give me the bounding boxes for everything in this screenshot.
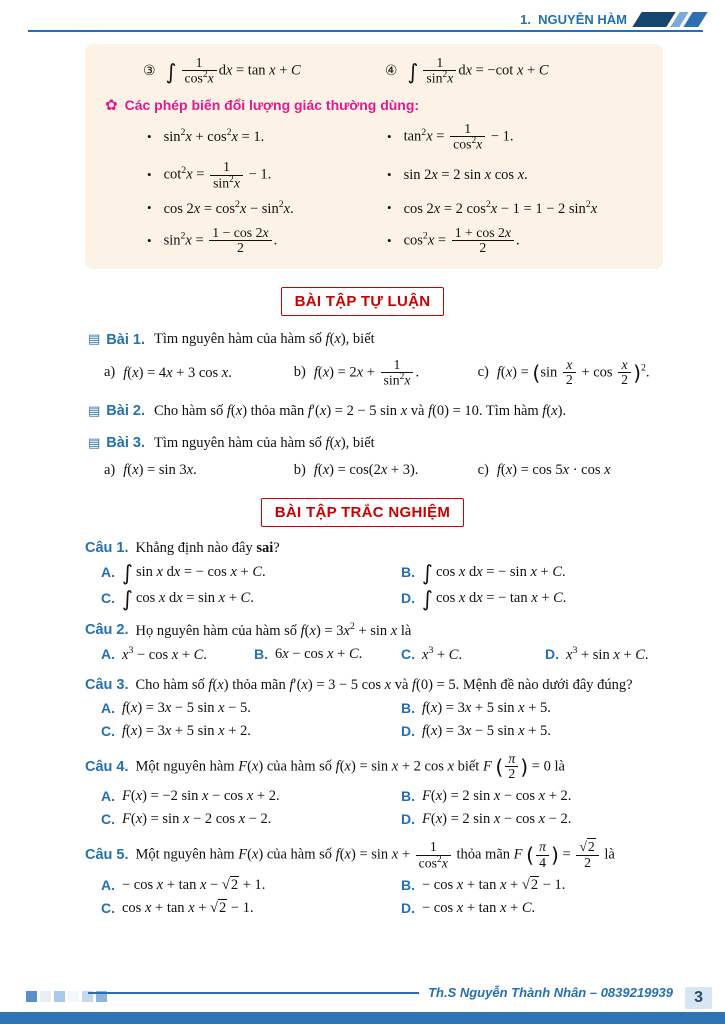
question-cau-4 bbox=[85, 752, 701, 828]
identity-list bbox=[105, 122, 647, 256]
part-tag: a) bbox=[104, 364, 116, 381]
book-icon: ▤ bbox=[88, 332, 101, 348]
option-letter: B. bbox=[401, 699, 415, 716]
deco-square bbox=[26, 991, 37, 1002]
identity-formula: • $\cos^2x$ = $\frac{1 + \cos 2x}{2}$ . bbox=[403, 224, 520, 256]
header-row bbox=[28, 12, 703, 27]
theory-formula-row bbox=[105, 56, 647, 87]
option-letter: A. bbox=[101, 564, 115, 581]
question-stem: Một nguyên hàm F(x) của hàm số f(x) = sin x + $\frac{1}{\cos^2x}$ thỏa mãn F ( $\frac{\pi}{4}$ ) = $\frac{√2}{2}$ là bbox=[135, 839, 615, 871]
answer-option-b bbox=[401, 787, 701, 805]
theory-box bbox=[85, 44, 663, 269]
formula-marker: ③ bbox=[143, 63, 156, 80]
footer-line bbox=[88, 992, 419, 994]
part-tag: c) bbox=[477, 461, 489, 478]
part-formula: f(x) = cos 5x · cos x bbox=[496, 462, 611, 479]
footer-author: Th.S Nguyễn Thành Nhân – 0839219939 bbox=[428, 985, 673, 1000]
part-c bbox=[478, 461, 697, 479]
question-stem: Họ nguyên hàm của hàm số $f(x) = 3x^2 + \sin x$ là bbox=[135, 620, 412, 639]
question-head bbox=[85, 621, 701, 640]
answer-option-a bbox=[101, 645, 254, 664]
part-b bbox=[294, 461, 478, 479]
option-text: f(x) = 3x − 5 sin x − 5. bbox=[122, 699, 251, 716]
option-text: F(x) = 2 sin x − cos x + 2. bbox=[422, 787, 572, 804]
answer-option-b bbox=[401, 699, 701, 717]
answer-option-b bbox=[401, 559, 701, 585]
question-cau-2 bbox=[85, 621, 701, 664]
option-letter: D. bbox=[401, 590, 415, 607]
options-grid bbox=[101, 645, 701, 664]
problem-head bbox=[88, 330, 697, 348]
part-formula: f(x) = sin 3x. bbox=[123, 462, 197, 479]
page-header bbox=[0, 0, 725, 32]
option-text: f(x) = 3x + 5 sin x + 2. bbox=[122, 722, 251, 739]
answer-option-c bbox=[101, 585, 401, 611]
option-letter: C. bbox=[101, 722, 115, 739]
problem-parts bbox=[104, 461, 697, 479]
option-text: $x^3 + C$. bbox=[422, 644, 463, 663]
option-text: $x^3 - \cos x + C$. bbox=[122, 644, 207, 663]
option-text: ∫ cos x dx = sin x + C. bbox=[122, 585, 254, 611]
question-stem: Khẳng định nào đây sai? bbox=[135, 539, 280, 556]
flower-icon: ✿ bbox=[105, 95, 118, 114]
identity-formula: • $\cot^2x$ = $\frac{1}{\sin^2x}$ − 1. bbox=[163, 159, 272, 191]
part-tag: b) bbox=[293, 461, 306, 478]
header-rule bbox=[28, 30, 703, 32]
answer-option-d bbox=[401, 899, 701, 917]
option-letter: C. bbox=[401, 646, 415, 663]
problem-intro: Cho hàm số f(x) thỏa mãn f′(x) = 2 − 5 sin x và f(0) = 10. Tìm hàm f(x). bbox=[153, 403, 567, 420]
option-letter: C. bbox=[101, 590, 115, 607]
answer-option-d bbox=[401, 585, 701, 611]
identity-item bbox=[387, 160, 647, 191]
question-label: Câu 1. bbox=[85, 539, 129, 556]
identity-formula: • $\sin^2x + \cos^2x = 1$. bbox=[163, 127, 265, 146]
identity-formula: • $\tan^2x$ = $\frac{1}{\cos^2x}$ − 1. bbox=[403, 120, 514, 152]
answer-option-a bbox=[101, 559, 401, 585]
deco-stripe bbox=[632, 12, 675, 27]
section-title-quiz: BÀI TẬP TRẮC NGHIỆM bbox=[261, 498, 464, 527]
option-text: cos x + tan x + √2 − 1. bbox=[122, 899, 254, 916]
identity-item bbox=[387, 199, 647, 218]
option-text: 6x − cos x + C. bbox=[275, 646, 363, 663]
formula-4: ∫ $\frac{1}{\sin^2x}$ dx = −cot x + C bbox=[407, 55, 549, 87]
part-formula: f(x) = cos(2x + 3). bbox=[313, 462, 419, 479]
identity-formula: • cos 2x = 2 $\cos^2x - 1 = 1 - 2$ $\sin^2x$ bbox=[403, 198, 598, 217]
identity-item bbox=[387, 122, 647, 153]
part-tag: b) bbox=[293, 364, 306, 381]
option-letter: D. bbox=[545, 646, 559, 663]
question-head bbox=[85, 539, 701, 557]
part-formula: f(x) = 4x + 3 cos x. bbox=[123, 364, 232, 381]
option-letter: D. bbox=[401, 722, 415, 739]
problem-label: Bài 1. bbox=[106, 331, 145, 348]
identity-item bbox=[147, 226, 387, 256]
formula-3: ∫ $\frac{1}{\cos^2x}$ dx = tan x + C bbox=[165, 55, 301, 87]
option-letter: B. bbox=[401, 787, 415, 804]
formula-item-3 bbox=[143, 56, 385, 87]
answer-option-c bbox=[101, 899, 401, 917]
option-text: − cos x + tan x + √2 − 1. bbox=[422, 876, 566, 893]
part-a bbox=[104, 358, 294, 389]
option-text: ∫ cos x dx = − sin x + C. bbox=[422, 559, 566, 585]
option-text: f(x) = 3x − 5 sin x + 5. bbox=[422, 722, 551, 739]
option-letter: D. bbox=[401, 899, 415, 916]
identity-item bbox=[387, 226, 647, 256]
problem-bai-1 bbox=[88, 330, 697, 388]
problem-intro: Tìm nguyên hàm của hàm số f(x), biết bbox=[153, 435, 375, 452]
answer-option-b bbox=[254, 645, 401, 664]
chapter-title: 1. NGUYÊN HÀM bbox=[520, 12, 627, 27]
options-grid bbox=[101, 876, 701, 917]
part-formula: f(x) = 2x + $\frac{1}{\sin^2x}$ . bbox=[313, 356, 420, 388]
identity-item bbox=[147, 199, 387, 218]
book-icon: ▤ bbox=[88, 435, 101, 451]
identity-formula: • $\cos 2x = \cos^2x - \sin^2x$. bbox=[163, 198, 294, 217]
bottom-bar bbox=[0, 1012, 725, 1024]
answer-option-c bbox=[101, 722, 401, 740]
option-letter: A. bbox=[101, 876, 115, 893]
option-letter: A. bbox=[101, 699, 115, 716]
option-text: $x^3 + \sin x + C$. bbox=[566, 644, 649, 663]
options-grid bbox=[101, 699, 701, 740]
identity-item bbox=[147, 122, 387, 153]
option-letter: A. bbox=[101, 646, 115, 663]
problem-bai-2 bbox=[88, 402, 697, 420]
option-letter: C. bbox=[101, 811, 115, 828]
question-stem: Cho hàm số f(x) thỏa mãn f′(x) = 3 − 5 cos x và f(0) = 5. Mệnh đề nào dưới đây đúng? bbox=[135, 676, 633, 693]
footer-rule bbox=[88, 985, 673, 1000]
problem-label: Bài 2. bbox=[106, 403, 145, 420]
problem-head bbox=[88, 434, 697, 452]
option-text: − cos x + tan x + C. bbox=[422, 899, 536, 916]
question-stem: Một nguyên hàm F(x) của hàm số f(x) = sin x + 2 cos x biết F ( $\frac{\pi}{2}$ ) = 0 là bbox=[135, 750, 565, 782]
header-decoration bbox=[637, 12, 703, 27]
question-cau-1 bbox=[85, 539, 701, 609]
question-label: Câu 3. bbox=[85, 676, 129, 693]
problem-parts bbox=[104, 358, 697, 389]
answer-option-c bbox=[401, 645, 545, 664]
part-b bbox=[294, 358, 478, 389]
part-formula: f(x) = (sin $\frac{x}{2}$ + cos $\frac{x}{2}$ )$^2$. bbox=[496, 356, 650, 388]
deco-square bbox=[68, 991, 79, 1002]
deco-square bbox=[40, 991, 51, 1002]
answer-option-d bbox=[545, 645, 701, 664]
note-title bbox=[105, 96, 647, 114]
option-text: − cos x + tan x − √2 + 1. bbox=[122, 876, 266, 893]
question-label: Câu 5. bbox=[85, 847, 129, 864]
formula-marker: ④ bbox=[384, 63, 398, 80]
page-number: 3 bbox=[685, 987, 712, 1009]
problem-label: Bài 3. bbox=[106, 435, 145, 452]
part-a bbox=[104, 461, 294, 479]
identity-formula: • $\sin^2x$ = $\frac{1 - \cos 2x}{2}$ . bbox=[163, 224, 278, 256]
section-title-essay: BÀI TẬP TỰ LUẬN bbox=[281, 287, 445, 316]
answer-option-b bbox=[401, 876, 701, 894]
question-label: Câu 2. bbox=[85, 622, 129, 639]
note-title-text: Các phép biến đổi lượng giác thường dùng: bbox=[124, 96, 420, 113]
question-head bbox=[85, 752, 701, 782]
option-text: ∫ sin x dx = − cos x + C. bbox=[122, 559, 266, 585]
option-text: F(x) = sin x − 2 cos x − 2. bbox=[122, 811, 272, 828]
identity-item bbox=[147, 160, 387, 191]
option-letter: B. bbox=[401, 876, 415, 893]
answer-option-c bbox=[101, 810, 401, 828]
question-head bbox=[85, 840, 701, 871]
answer-option-d bbox=[401, 810, 701, 828]
question-head bbox=[85, 676, 701, 694]
question-label: Câu 4. bbox=[85, 758, 129, 775]
option-text: F(x) = −2 sin x − cos x + 2. bbox=[122, 787, 280, 804]
question-cau-3 bbox=[85, 676, 701, 740]
option-letter: B. bbox=[254, 646, 268, 663]
option-letter: C. bbox=[101, 899, 115, 916]
option-letter: B. bbox=[401, 564, 415, 581]
formula-item-4 bbox=[385, 56, 647, 87]
option-text: F(x) = 2 sin x − cos x − 2. bbox=[422, 811, 572, 828]
part-tag: a) bbox=[104, 461, 116, 478]
answer-option-a bbox=[101, 876, 401, 894]
problem-intro: Tìm nguyên hàm của hàm số f(x), biết bbox=[153, 331, 375, 348]
question-cau-5 bbox=[85, 840, 701, 917]
answer-option-a bbox=[101, 699, 401, 717]
options-grid bbox=[101, 559, 701, 611]
identity-formula: • sin 2x = 2 sin x cos x. bbox=[403, 167, 528, 184]
option-letter: A. bbox=[101, 787, 115, 804]
book-icon: ▤ bbox=[88, 403, 101, 419]
problem-head bbox=[88, 402, 697, 420]
option-text: f(x) = 3x + 5 sin x + 5. bbox=[422, 699, 551, 716]
option-letter: D. bbox=[401, 811, 415, 828]
answer-option-d bbox=[401, 722, 701, 740]
problem-bai-3 bbox=[88, 434, 697, 479]
option-text: ∫ cos x dx = − tan x + C. bbox=[422, 585, 567, 611]
options-grid bbox=[101, 787, 701, 828]
part-tag: c) bbox=[477, 364, 489, 381]
part-c bbox=[478, 358, 697, 389]
answer-option-a bbox=[101, 787, 401, 805]
deco-square bbox=[54, 991, 65, 1002]
